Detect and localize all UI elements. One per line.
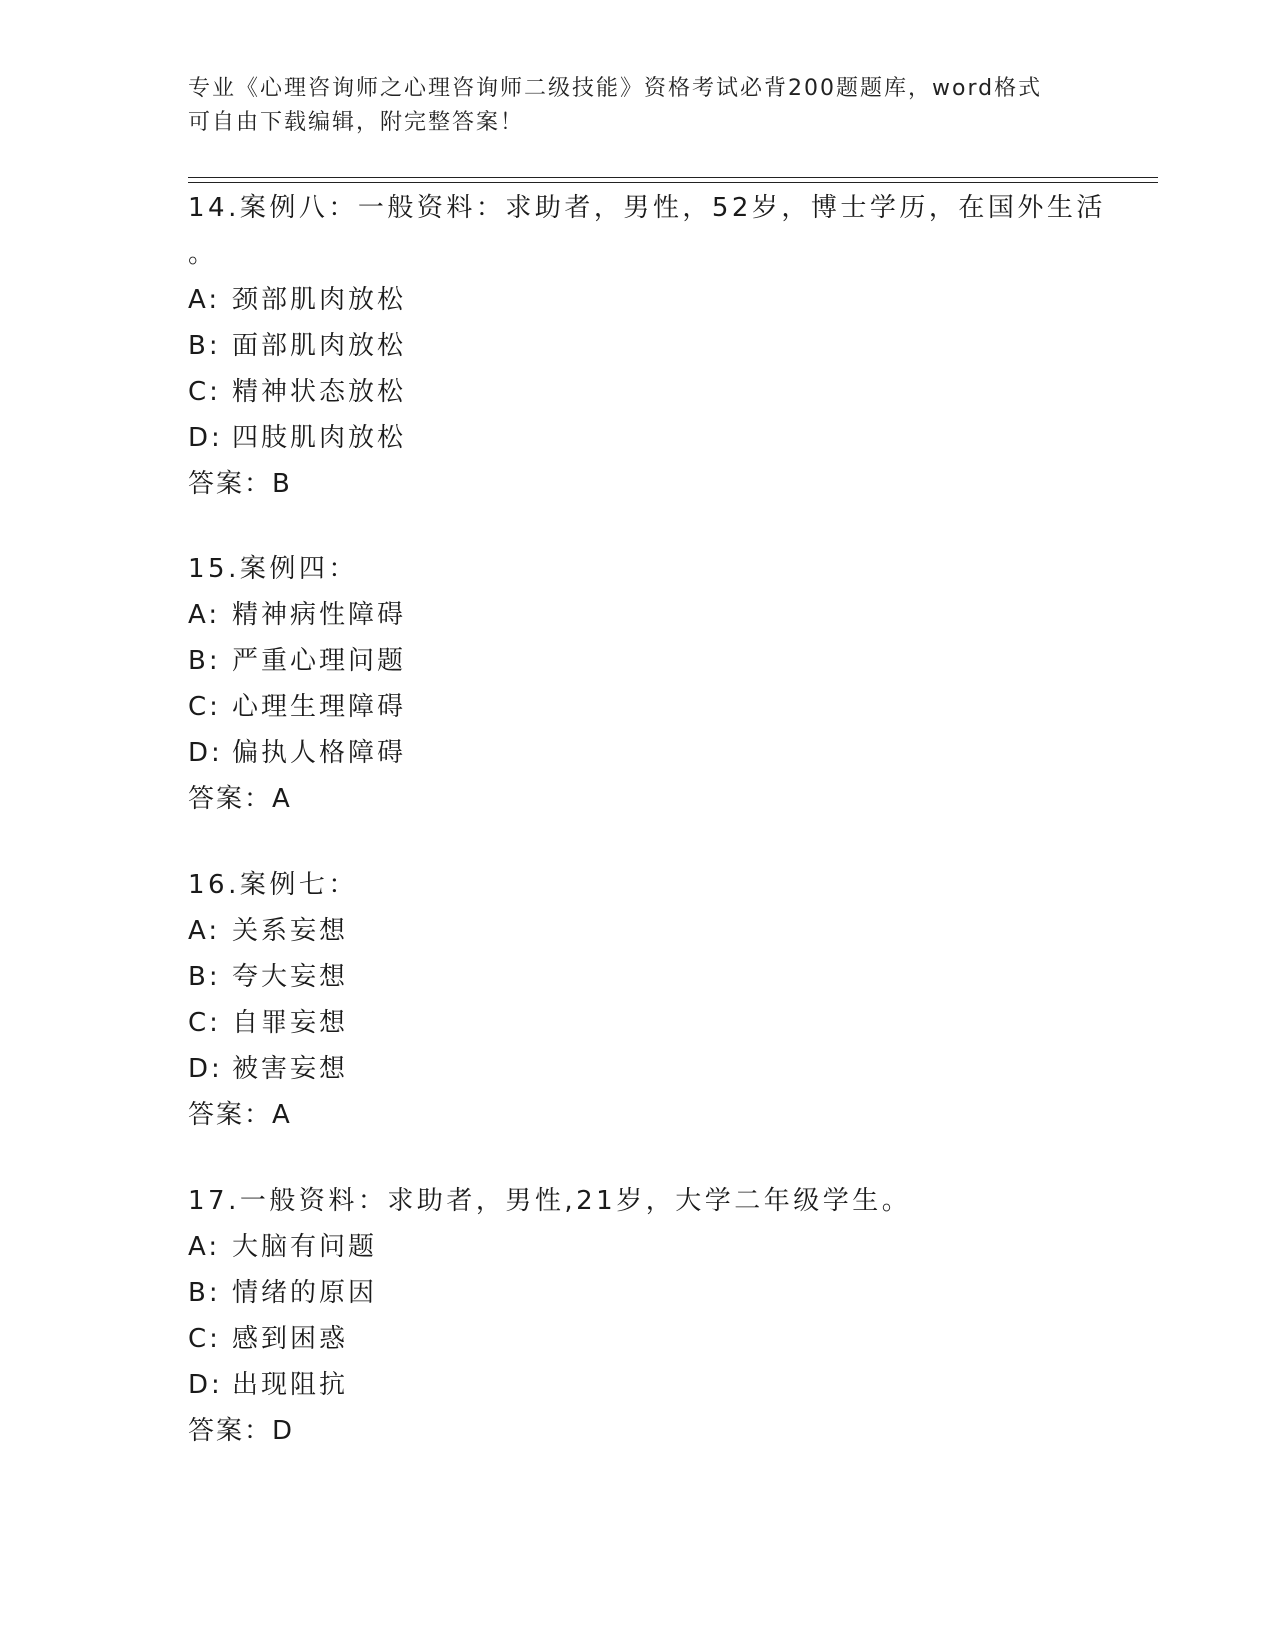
- option-key: A:: [188, 600, 221, 630]
- option-text: 颈部肌肉放松: [232, 285, 407, 315]
- option-text: 被害妄想: [232, 1054, 349, 1084]
- header-line-2: 可自由下载编辑，附完整答案！: [188, 110, 525, 135]
- option-a: [188, 277, 1108, 323]
- question-stem: 14.案例八：一般资料：求助者，男性，52岁，博士学历，在国外生活: [188, 193, 1106, 223]
- option-a: [188, 1224, 1108, 1270]
- option-text: 情绪的原因: [232, 1278, 378, 1308]
- header-line-1: 专业《心理咨询师之心理咨询师二级技能》资格考试必背200题题库，word格式: [188, 76, 1043, 101]
- option-b: [188, 954, 1108, 1000]
- option-text: 面部肌肉放松: [232, 331, 407, 361]
- answer-line: 答案：D: [188, 1416, 295, 1446]
- header-divider-bottom: [188, 182, 1158, 183]
- header-divider-top: [188, 177, 1158, 178]
- option-key: C:: [188, 692, 221, 722]
- question-stem: 15.案例四：: [188, 554, 358, 584]
- option-d: [188, 415, 1108, 461]
- option-a: [188, 592, 1108, 638]
- option-c: [188, 1000, 1108, 1046]
- option-key: A:: [188, 285, 221, 315]
- answer-line: 答案：A: [188, 1100, 292, 1130]
- option-text: 四肢肌肉放松: [232, 423, 407, 453]
- option-text: 心理生理障碍: [232, 692, 407, 722]
- question-15: [188, 546, 1108, 822]
- option-b: [188, 323, 1108, 369]
- option-d: [188, 1362, 1108, 1408]
- question-16: [188, 862, 1108, 1138]
- option-d: [188, 1046, 1108, 1092]
- question-stem-continuation: 。: [188, 239, 218, 269]
- question-stem: 16.案例七：: [188, 870, 358, 900]
- option-key: B:: [188, 962, 221, 992]
- option-c: [188, 1316, 1108, 1362]
- option-text: 关系妄想: [232, 916, 349, 946]
- option-key: B:: [188, 1278, 221, 1308]
- answer-line: 答案：A: [188, 784, 292, 814]
- option-b: [188, 1270, 1108, 1316]
- question-17: [188, 1178, 1108, 1454]
- option-text: 严重心理问题: [232, 646, 407, 676]
- option-key: D:: [188, 738, 223, 768]
- option-d: [188, 730, 1108, 776]
- option-text: 偏执人格障碍: [232, 738, 407, 768]
- option-key: A:: [188, 1232, 221, 1262]
- option-a: [188, 908, 1108, 954]
- option-text: 感到困惑: [232, 1324, 349, 1354]
- option-key: D:: [188, 1054, 223, 1084]
- option-text: 精神状态放松: [232, 377, 407, 407]
- option-key: D:: [188, 423, 223, 453]
- option-key: A:: [188, 916, 221, 946]
- option-key: C:: [188, 377, 221, 407]
- option-key: C:: [188, 1008, 221, 1038]
- option-key: C:: [188, 1324, 221, 1354]
- option-c: [188, 369, 1108, 415]
- answer-line: 答案：B: [188, 469, 292, 499]
- option-text: 大脑有问题: [232, 1232, 378, 1262]
- document-header: [188, 72, 1088, 140]
- option-c: [188, 684, 1108, 730]
- option-text: 精神病性障碍: [232, 600, 407, 630]
- option-key: B:: [188, 646, 221, 676]
- question-14: [188, 185, 1108, 507]
- option-b: [188, 638, 1108, 684]
- option-key: B:: [188, 331, 221, 361]
- option-text: 夸大妄想: [232, 962, 349, 992]
- question-stem: 17.一般资料：求助者，男性,21岁，大学二年级学生。: [188, 1186, 912, 1216]
- option-text: 出现阻抗: [232, 1370, 349, 1400]
- option-key: D:: [188, 1370, 223, 1400]
- option-text: 自罪妄想: [232, 1008, 349, 1038]
